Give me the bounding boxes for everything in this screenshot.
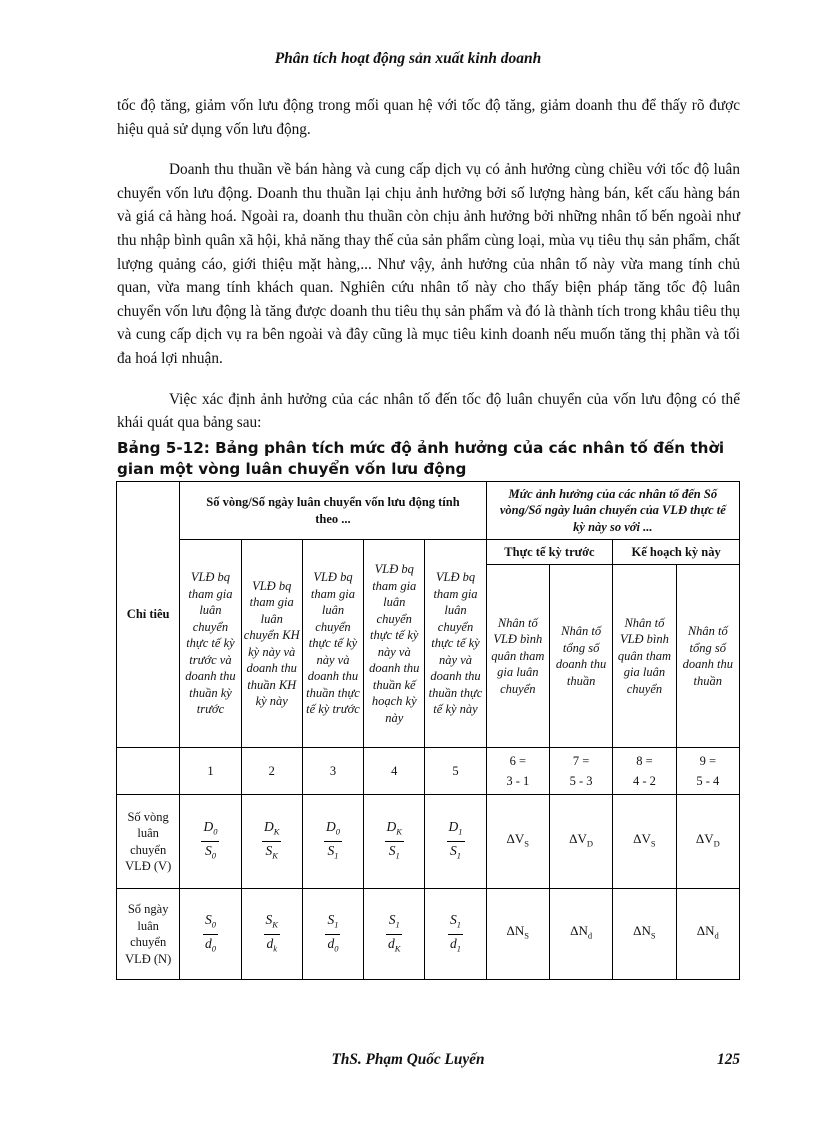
col-desc-1: VLĐ bq tham gia luân chuyển thực tế kỳ trước và doanh thu thuần kỳ trước xyxy=(180,540,241,748)
col-formula-9: 9 = 5 - 4 xyxy=(676,748,739,795)
delta-vs-plan: $\Delta V_S$ xyxy=(613,795,676,889)
group-header-impact: Mức ảnh hưởng của các nhân tố đến Số vòng/Số ngày luân chuyển của VLĐ thực tế kỳ này so với ... xyxy=(486,482,739,540)
group-header-turnover: Số vòng/Số ngày luân chuyển vốn lưu động tính theo ... xyxy=(180,482,486,540)
delta-nd-plan: $\Delta N_d$ xyxy=(676,889,739,980)
col-number-4: 4 xyxy=(364,748,425,795)
col-desc-9: Nhân tố tổng số doanh thu thuần xyxy=(676,565,739,748)
formula-n4: $\frac{S_1}{d_K}$ xyxy=(364,889,425,980)
footer-author: ThS. Phạm Quốc Luyến xyxy=(331,1051,485,1068)
col-number-1: 1 xyxy=(180,748,241,795)
delta-vd-prev: $\Delta V_D$ xyxy=(549,795,612,889)
delta-vs-prev: $\Delta V_S$ xyxy=(486,795,549,889)
col-formula-7: 7 = 5 - 3 xyxy=(549,748,612,795)
formula-v1: $\frac{D_0}{S_0}$ xyxy=(180,795,241,889)
col-desc-5: VLĐ bq tham gia luân chuyển thực tế kỳ này và doanh thu thuần thực tế kỳ này xyxy=(425,540,486,748)
subheader-plan: Kế hoạch kỳ này xyxy=(613,540,740,565)
formula-n3: $\frac{S_1}{d_0}$ xyxy=(302,889,363,980)
subheader-previous-period: Thực tế kỳ trước xyxy=(486,540,613,565)
delta-vd-plan: $\Delta V_D$ xyxy=(676,795,739,889)
formula-n1: $\frac{S_0}{d_0}$ xyxy=(180,889,241,980)
paragraph-1: tốc độ tăng, giảm vốn lưu động trong mối quan hệ với tốc độ tăng, giảm doanh thu để thấy rõ được hiệu quả sử dụng vốn lưu động. xyxy=(117,97,740,138)
page-number: 125 xyxy=(717,1051,740,1068)
formula-n5: $\frac{S_1}{d_1}$ xyxy=(425,889,486,980)
table-caption: Bảng 5-12: Bảng phân tích mức độ ảnh hưởng của các nhân tố đến thời gian một vòng luân chuyển vốn lưu động xyxy=(117,439,725,478)
formula-v3: $\frac{D_0}{S_1}$ xyxy=(302,795,363,889)
col-number-3: 3 xyxy=(302,748,363,795)
formula-v4: $\frac{D_K}{S_1}$ xyxy=(364,795,425,889)
col-formula-6: 6 = 3 - 1 xyxy=(486,748,549,795)
delta-ns-plan: $\Delta N_S$ xyxy=(613,889,676,980)
col-formula-8: 8 = 4 - 2 xyxy=(613,748,676,795)
col-desc-6: Nhân tố VLĐ bình quân tham gia luân chuyển xyxy=(486,565,549,748)
col-number-5: 5 xyxy=(425,748,486,795)
analysis-table xyxy=(116,481,740,980)
formula-n2: $\frac{S_K}{d_k}$ xyxy=(241,889,302,980)
col-desc-4: VLĐ bq tham gia luân chuyển thực tế kỳ này và doanh thu thuần kế hoạch kỳ này xyxy=(364,540,425,748)
col-desc-3: VLĐ bq tham gia luân chuyển thực tế kỳ này và doanh thu thuần thực tế kỳ trước xyxy=(302,540,363,748)
delta-nd-prev: $\Delta N_d$ xyxy=(549,889,612,980)
running-header: Phân tích hoạt động sản xuất kinh doanh xyxy=(274,50,542,67)
row-header-cell: Chỉ tiêu xyxy=(117,482,180,748)
row-label-turnover: Số vòng luân chuyển VLĐ (V) xyxy=(117,795,180,889)
col-desc-7: Nhân tố tổng số doanh thu thuần xyxy=(549,565,612,748)
formula-v2: $\frac{D_K}{S_K}$ xyxy=(241,795,302,889)
row-label-days: Số ngày luân chuyển VLĐ (N) xyxy=(117,889,180,980)
formula-v5: $\frac{D_1}{S_1}$ xyxy=(425,795,486,889)
empty-cell xyxy=(117,748,180,795)
col-desc-8: Nhân tố VLĐ bình quân tham gia luân chuyển xyxy=(613,565,676,748)
col-number-2: 2 xyxy=(241,748,302,795)
paragraph-2: Doanh thu thuần về bán hàng và cung cấp dịch vụ có ảnh hưởng cùng chiều với tốc độ luân chuyển vốn lưu động. Doanh thu thuần lại chịu ảnh hưởng bởi số lượng hàng bán, kết cấu hàng bán và giá cả hàng hoá. Ngoài ra, doanh thu thuần còn chịu ảnh hưởng bởi những nhân tố bến ngoài như thu nhập bình quân xã hội, khả năng thay thế của sản phẩm cùng loại, mùa vụ tiêu thụ sản phẩm, chất lượng quảng cáo, giới thiệu mặt hàng,... Như vậy, ảnh hưởng của nhân tố này vừa mang tính chủ quan, vừa mang tính khách quan. Nghiên cứu nhân tố này cho thấy biện pháp tăng tốc độ luân chuyển vốn lưu động là tăng được doanh thu tiêu thụ sản phẩm và đó là thành tích trong khâu tiêu thụ và cung cấp dịch vụ ra bên ngoài và đây cũng là mục tiêu kinh doanh nếu muốn tăng thị phần và tối đa hoá lợi nhuận. xyxy=(117,161,740,367)
body-text xyxy=(117,94,740,453)
delta-ns-prev: $\Delta N_S$ xyxy=(486,889,549,980)
paragraph-3: Việc xác định ảnh hưởng của các nhân tố đến tốc độ luân chuyển của vốn lưu động có thể khái quát qua bảng sau: xyxy=(117,390,740,432)
col-desc-2: VLĐ bq tham gia luân chuyển KH kỳ này và doanh thu thuần KH kỳ này xyxy=(241,540,302,748)
